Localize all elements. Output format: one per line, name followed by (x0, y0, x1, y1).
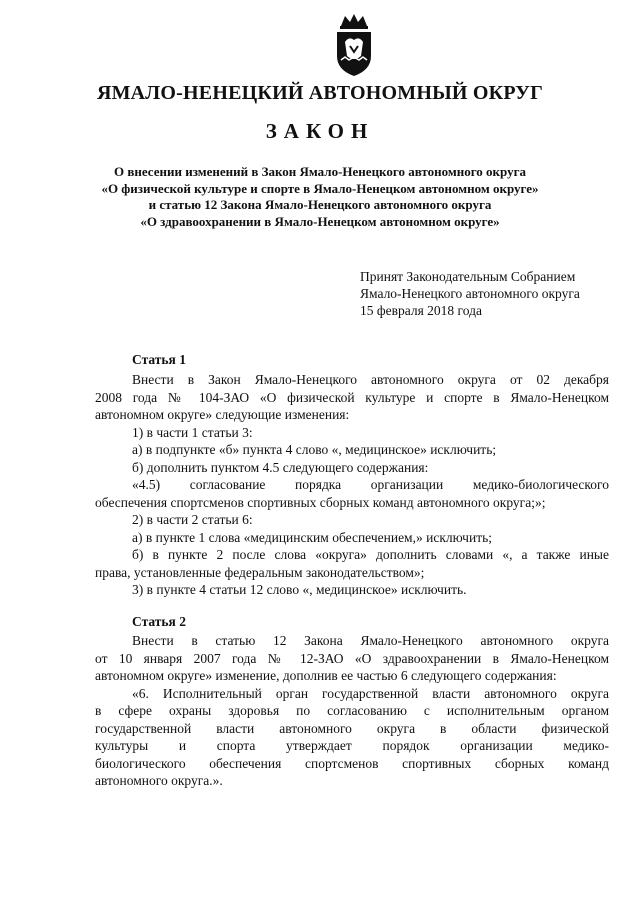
adoption-date: 15 февраля 2018 года (360, 303, 482, 318)
text-line: а) в подпункте «б» пункта 4 слово «, медицинское» исключить; (132, 442, 497, 457)
text-line: в сфере охраны здоровья по согласованию с исполнительным органом (95, 703, 609, 718)
text-line: государственной власти автономного округа в области физической (95, 720, 609, 736)
text-line: 2008 года № 104-ЗАО «О физической культуре и спорте в Ямало-Ненецком (95, 389, 609, 405)
text-line: 1) в части 1 статьи 3: (132, 424, 253, 440)
article-2-body (95, 632, 609, 790)
document-type: ЗАКОН (265, 119, 375, 143)
text-line: биологического обеспечения спортсменов спортивных сборных команд (95, 755, 609, 771)
text-line: обеспечения спортсменов спортивных сборных команд автономного округа;»; (95, 494, 546, 510)
coat-of-arms-icon (331, 12, 377, 78)
article-1-body (95, 371, 609, 599)
text-line: права, установленные федеральным законодательством»; (95, 564, 425, 580)
text-line: а) в пункте 1 слова «медицинским обеспечением,» исключить; (132, 529, 493, 545)
law-title-line: «О физической культуре и спорте в Ямало-Ненецком автономном округе» (101, 180, 539, 196)
text-line: автономного округа.». (95, 773, 223, 788)
region-title: ЯМАЛО-НЕНЕЦКИЙ АВТОНОМНЫЙ ОКРУГ (96, 82, 544, 104)
text-line: от 10 января 2007 года № 12-ЗАО «О здравоохранении в Ямало-Ненецком (95, 650, 609, 666)
text-line: автономном округе» изменение, дополнив ее частью 6 следующего содержания: (95, 668, 557, 683)
adoption-line: Принят Законодательным Собранием (360, 269, 576, 284)
text-line: Внести в статью 12 Закона Ямало-Ненецкого автономного округа (132, 633, 609, 648)
article-2-heading: Статья 2 (132, 614, 186, 629)
law-title-line: О внесении изменений в Закон Ямало-Ненецкого автономного округа (113, 164, 526, 179)
text-line: б) в пункте 2 после слова «округа» дополнить словами «, а также иные (132, 547, 609, 562)
adoption-line: Ямало-Ненецкого автономного округа (360, 286, 580, 301)
law-title-line: и статью 12 Закона Ямало-Ненецкого автономного округа (148, 197, 492, 212)
article-1-heading: Статья 1 (132, 352, 186, 367)
text-line: Внести в Закон Ямало-Ненецкого автономного округа от 02 декабря (132, 372, 609, 387)
text-line: 2) в части 2 статьи 6: (132, 512, 253, 527)
text-line: культуры и спорта утверждает порядок организации медико- (95, 738, 609, 753)
adoption-note (360, 268, 630, 319)
law-title-line: «О здравоохранении в Ямало-Ненецком автономном округе» (140, 213, 500, 229)
text-line: б) дополнить пунктом 4.5 следующего содержания: (132, 459, 429, 475)
text-line: автономном округе» следующие изменения: (95, 407, 350, 422)
law-title (0, 164, 640, 230)
text-line: «4.5) согласование порядка организации медико-биологического (132, 477, 609, 492)
text-line: «6. Исполнительный орган государственной власти автономного округа (132, 685, 609, 701)
text-line: 3) в пункте 4 статьи 12 слово «, медицинское» исключить. (132, 582, 467, 597)
